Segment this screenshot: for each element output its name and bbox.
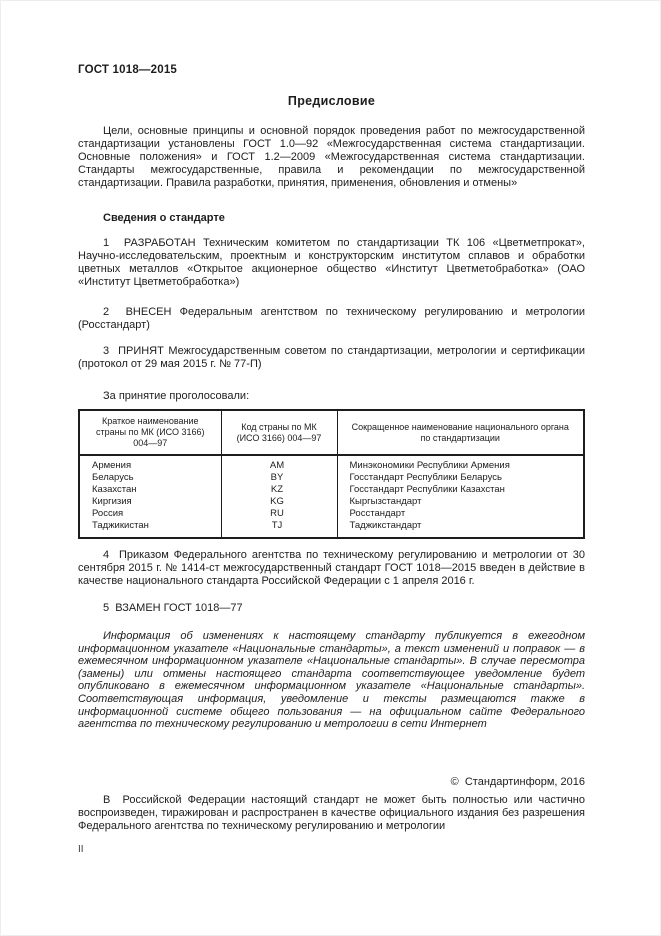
- body-cell: Росстандарт: [337, 508, 584, 520]
- standard-info-item-3: 3 ПРИНЯТ Межгосударственным советом по стандартизации, метрологии и сертификации (протокол от 29 мая 2015 г. № 77-П): [78, 345, 589, 370]
- amendments-note: Информация об изменениях к настоящему стандарту публикуется в ежегодном информационном указателе «Национальные стандарты», а текст изменений и поправок — в ежемесячном информационном указателе «Национальные стандарты». В случае пересмотра (замены) или отмены настоящего стандарта соответствующее уведомление будет опубликовано в ежемесячном информационном указателе «Национальные стандарты». Соответствующая информация, уведомление и тексты размещаются также в информационной системе общего пользования — на официальном сайте Федерального агентства по техническому регулированию и метрологии в сети Интернет: [78, 630, 585, 731]
- country-cell: Беларусь: [79, 472, 221, 484]
- table-row: [79, 455, 584, 472]
- vote-table-body: [79, 455, 584, 538]
- code-cell: BY: [221, 472, 337, 484]
- body-cell: Минэкономики Республики Армения: [337, 455, 584, 472]
- vote-table-header: [79, 410, 584, 455]
- page-footer: [78, 776, 589, 855]
- body-cell: Госстандарт Республики Казахстан: [337, 484, 584, 496]
- code-cell: TJ: [221, 520, 337, 538]
- vote-table-header-country: Краткое наименование страны по МК (ИСО 3166) 004—97: [79, 410, 221, 455]
- table-row: [79, 496, 584, 508]
- standard-info-item-5: 5 ВЗАМЕН ГОСТ 1018—77: [103, 602, 243, 614]
- vote-table-header-row: [79, 410, 584, 455]
- code-cell: RU: [221, 508, 337, 520]
- section-heading: Сведения о стандарте: [103, 212, 225, 224]
- reproduction-note: В Российской Федерации настоящий стандарт не может быть полностью или частично воспроизведен, тиражирован и распространен в качестве официального издания без разрешения Федерального агентства по техническому регулированию и метрологии: [78, 794, 589, 832]
- country-cell: Армения: [79, 455, 221, 472]
- country-cell: Казахстан: [79, 484, 221, 496]
- vote-table-header-body: Сокращенное наименование национального органа по стандартизации: [337, 410, 584, 455]
- body-cell: Госстандарт Республики Беларусь: [337, 472, 584, 484]
- country-cell: Россия: [79, 508, 221, 520]
- vote-table: [78, 409, 585, 539]
- copyright-line: © Стандартинформ, 2016: [450, 776, 585, 788]
- vote-table-header-code: Код страны по МК (ИСО 3166) 004—97: [221, 410, 337, 455]
- code-cell: AM: [221, 455, 337, 472]
- table-row: [79, 472, 584, 484]
- country-cell: Киргизия: [79, 496, 221, 508]
- code-cell: KG: [221, 496, 337, 508]
- country-cell: Таджикистан: [79, 520, 221, 538]
- doc-code: ГОСТ 1018—2015: [78, 64, 178, 76]
- body-cell: Кыргызстандарт: [337, 496, 584, 508]
- table-row: [79, 520, 584, 538]
- standard-info-item-2: 2 ВНЕСЕН Федеральным агентством по техническому регулированию и метрологии (Росстандарт): [78, 306, 589, 331]
- standard-info-item-1: 1 РАЗРАБОТАН Техническим комитетом по стандартизации ТК 106 «Цветметпрокат», Научно-исследовательским, проектным и конструкторским институтом сплавов и обработки цветных металлов «Открытое акционерное общество «Институт Цветметобработка» (ОАО «Институт Цветметобработка»): [78, 237, 589, 288]
- code-cell: KZ: [221, 484, 337, 496]
- page-title: Предисловие: [287, 94, 376, 108]
- vote-intro-line: За принятие проголосовали:: [103, 390, 250, 402]
- intro-paragraph: Цели, основные принципы и основной порядок проведения работ по межгосударственной стандартизации установлены ГОСТ 1.0—92 «Межгосударственная система стандартизации. Основные положения» и ГОСТ 1.2—2009 «Межгосударственная система стандартизации. Стандарты межгосударственные, правила и рекомендации по межгосударственной стандартизации. Правила разработки, принятия, применения, обновления и отмены»: [78, 125, 589, 189]
- body-cell: Таджикстандарт: [337, 520, 584, 538]
- standard-info-item-4: 4 Приказом Федерального агентства по техническому регулированию и метрологии от 30 сентября 2015 г. № 1414-ст межгосударственный стандарт ГОСТ 1018—2015 введен в действие в качестве национального стандарта Российской Федерации с 1 апреля 2016 г.: [78, 549, 589, 587]
- page-number: II: [78, 844, 84, 855]
- table-row: [79, 484, 584, 496]
- table-row: [79, 508, 584, 520]
